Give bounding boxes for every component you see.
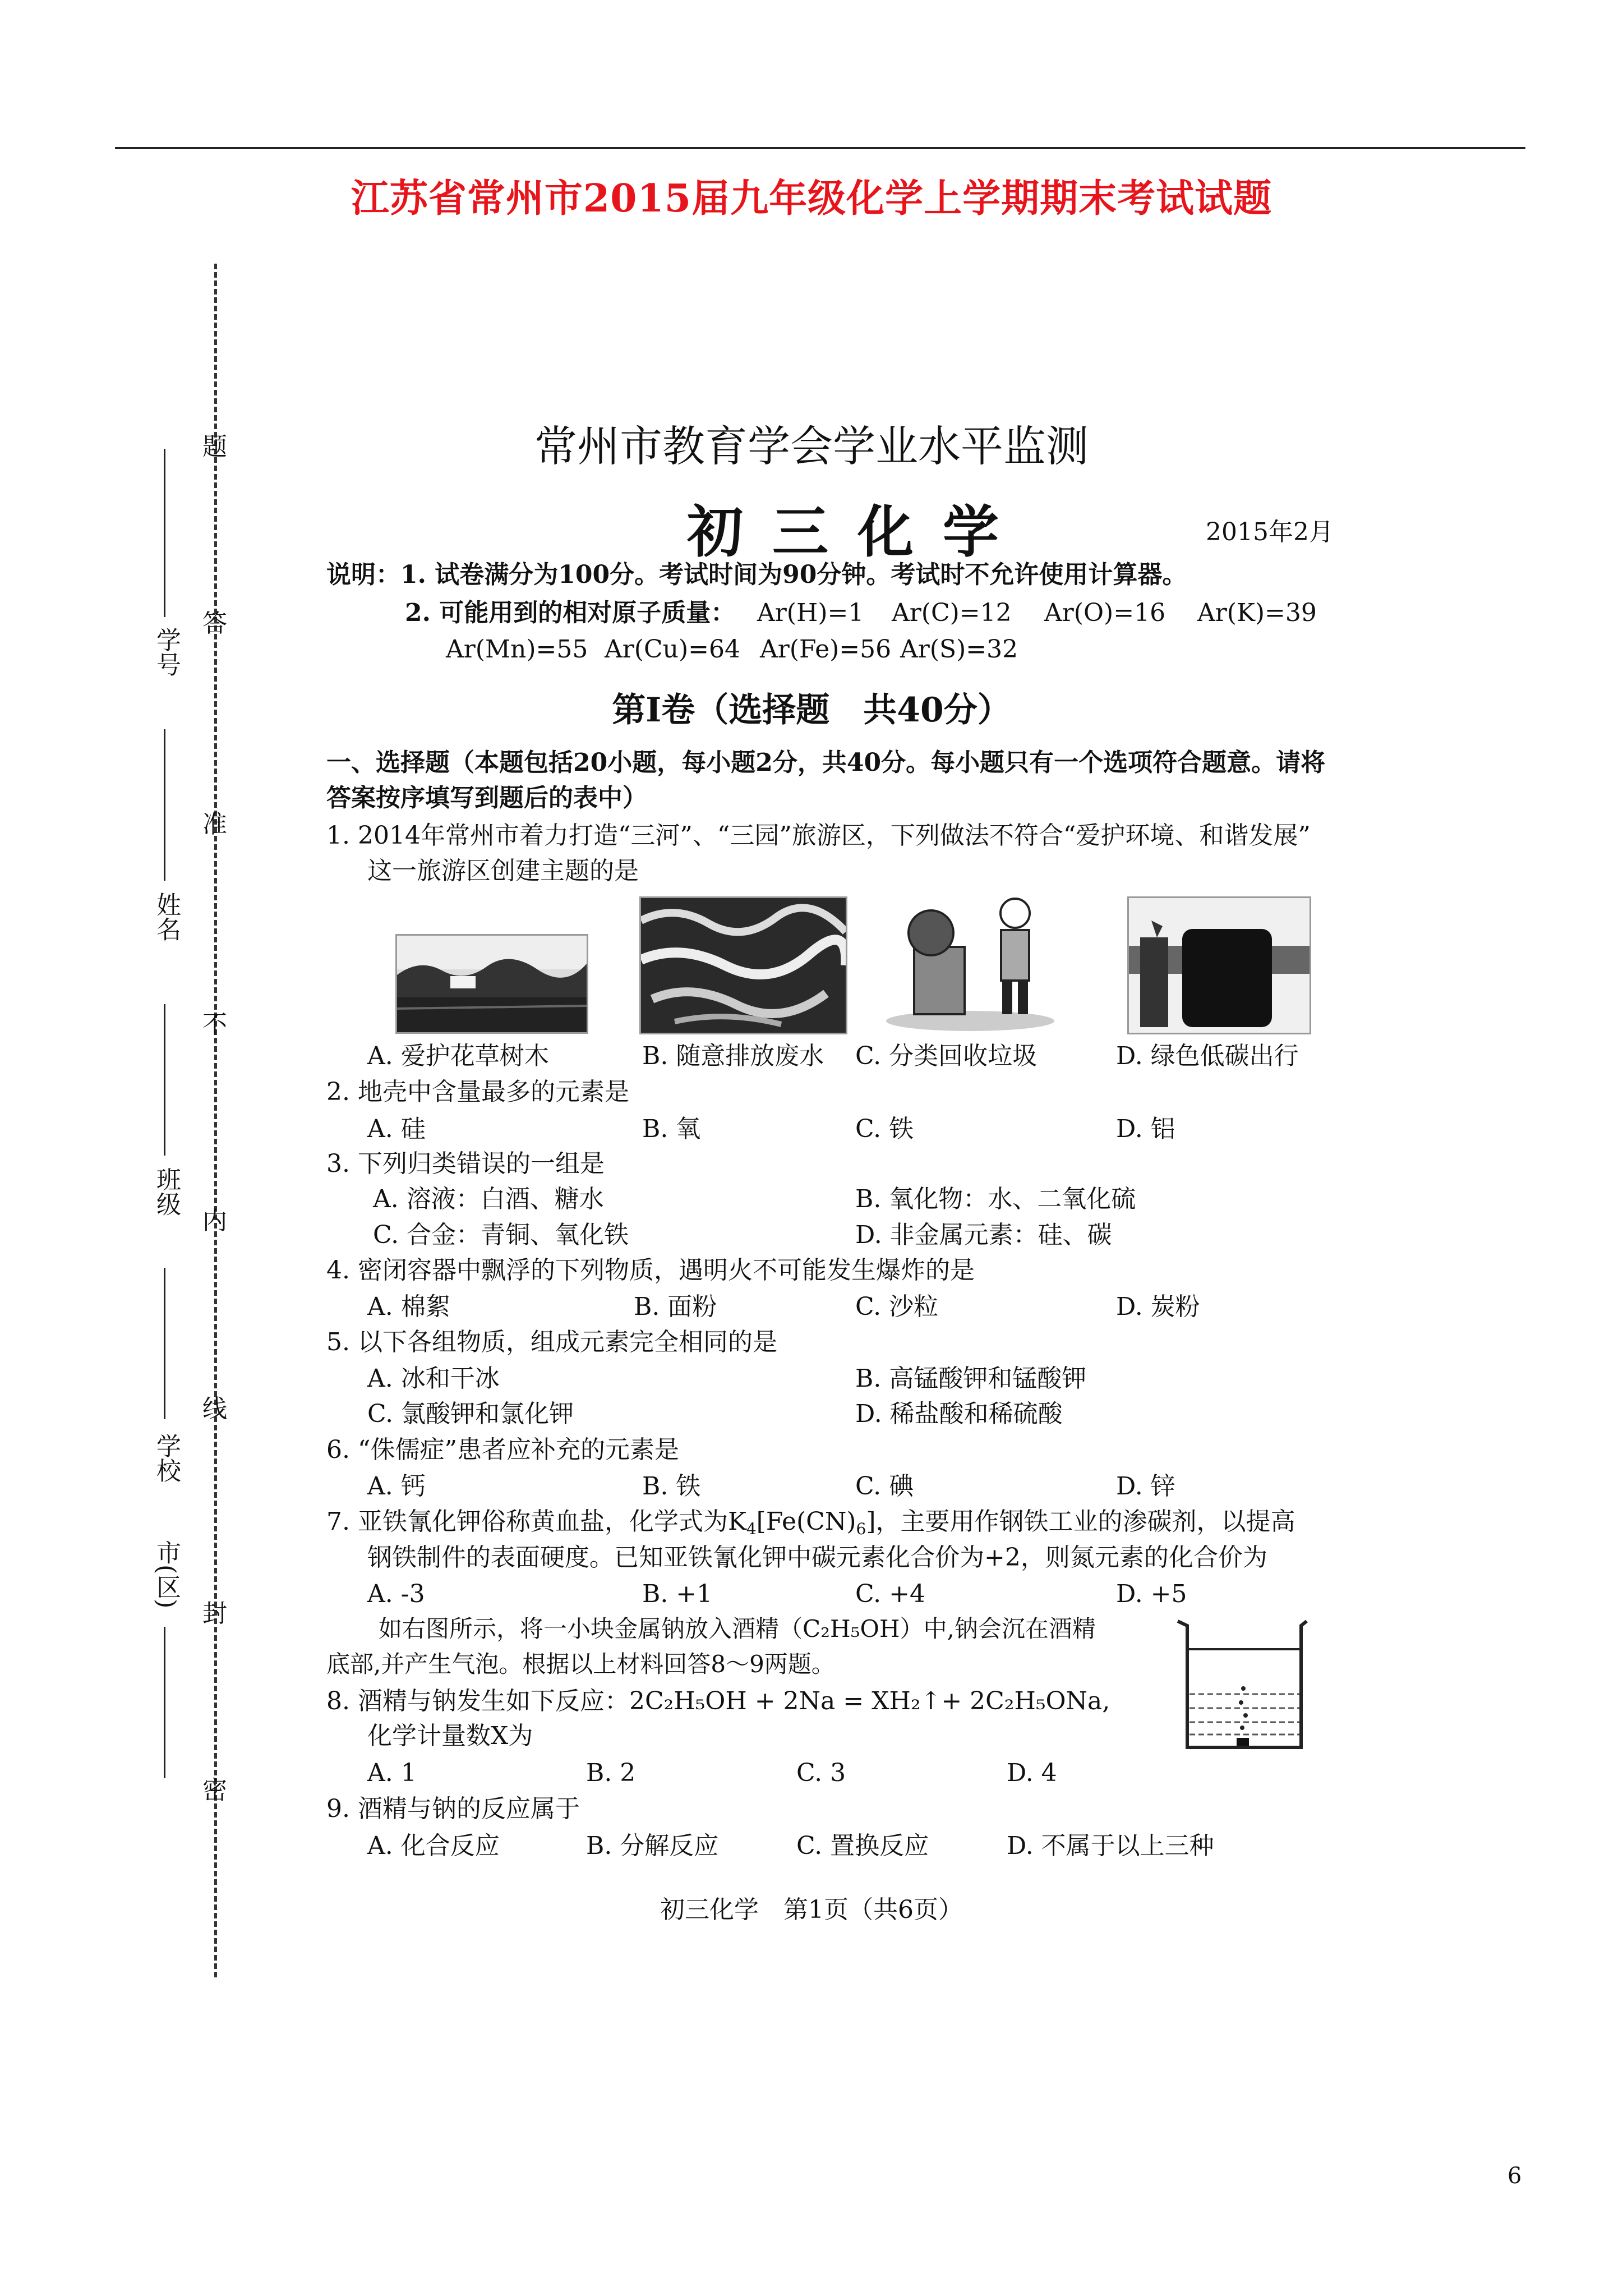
q8-option-b: B. 2 xyxy=(586,1759,636,1787)
q5-option-b: B. 高锰酸钾和锰酸钾 xyxy=(855,1364,1087,1393)
seal-dashed-line xyxy=(214,264,217,1977)
q4-stem: 4. 密闭容器中飘浮的下列物质，遇明火不可能发生爆炸的是 xyxy=(326,1256,975,1285)
instruction-line-1: 说明：1. 试卷满分为100分。考试时间为90分钟。考试时不允许使用计算器。 xyxy=(326,560,1187,589)
school-line[interactable] xyxy=(164,1268,165,1419)
q5-option-d: D. 稀盐酸和稀硫酸 xyxy=(855,1400,1063,1428)
q9-option-b: B. 分解反应 xyxy=(586,1832,719,1860)
q1-image-a xyxy=(395,934,588,1034)
class-label: 班级 xyxy=(152,1167,181,1216)
q9-stem: 9. 酒精与钠的反应属于 xyxy=(326,1795,580,1823)
q4-option-d: D. 炭粉 xyxy=(1116,1292,1200,1321)
seal-char-3: 准 xyxy=(202,810,227,839)
q7-option-a: A. -3 xyxy=(367,1580,425,1608)
q3-option-d: D. 非金属元素：硅、碳 xyxy=(855,1221,1112,1249)
mass-fe: Ar(Fe)=56 xyxy=(760,635,892,664)
school-label: 学校 xyxy=(152,1433,181,1483)
seal-char-1: 题 xyxy=(202,432,227,461)
q6-stem: 6. “侏儒症”患者应补充的元素是 xyxy=(326,1435,679,1464)
q9-option-c: C. 置换反应 xyxy=(796,1832,929,1860)
q8-option-a: A. 1 xyxy=(367,1759,417,1787)
q7-option-b: B. +1 xyxy=(642,1580,713,1608)
q5-option-a: A. 冰和干冰 xyxy=(367,1364,500,1393)
mass-k: Ar(K)=39 xyxy=(1197,599,1317,627)
q6-option-c: C. 碘 xyxy=(855,1472,914,1501)
q2-option-b: B. 氧 xyxy=(642,1115,701,1143)
q9-option-a: A. 化合反应 xyxy=(367,1832,500,1860)
q6-option-b: B. 铁 xyxy=(642,1472,701,1501)
top-rule xyxy=(115,147,1525,149)
q1-option-a: A. 爱护花草树木 xyxy=(367,1042,549,1070)
q6-option-d: D. 锌 xyxy=(1116,1472,1175,1501)
document-title: 江苏省常州市2015届九年级化学上学期期末考试试题 xyxy=(351,176,1272,221)
mass-c: Ar(C)=12 xyxy=(892,599,1012,627)
q7-option-c: C. +4 xyxy=(855,1580,925,1608)
mass-mn: Ar(Mn)=55 xyxy=(446,635,588,664)
q1-image-c xyxy=(883,891,1057,1034)
mass-cu: Ar(Cu)=64 xyxy=(605,635,740,664)
q4-option-a: A. 棉絮 xyxy=(367,1292,450,1321)
class-line[interactable] xyxy=(164,1004,165,1156)
district-label: 市(区) xyxy=(152,1540,181,1609)
q3-option-a: A. 溶液：白酒、糖水 xyxy=(373,1185,604,1213)
q1-stem-1: 1. 2014年常州市着力打造“三河”、“三园”旅游区，下列做法不符合“爱护环境、和谐发展” xyxy=(326,821,1311,850)
section-intro-1: 一、选择题（本题包括20小题，每小题2分，共40分。每小题只有一个选项符合题意。请将 xyxy=(326,748,1326,777)
section-intro-2: 答案按序填写到题后的表中） xyxy=(326,784,647,812)
q3-option-c: C. 合金：青铜、氧化铁 xyxy=(373,1221,629,1249)
student-id-line[interactable] xyxy=(164,449,165,617)
mass-o: Ar(O)=16 xyxy=(1044,599,1166,627)
student-id-label: 学号 xyxy=(152,627,181,677)
seal-char-4: 不 xyxy=(202,1010,227,1039)
q5-stem: 5. 以下各组物质，组成元素完全相同的是 xyxy=(326,1328,777,1356)
district-line[interactable] xyxy=(164,1627,165,1778)
q2-option-a: A. 硅 xyxy=(367,1115,426,1143)
q1-image-d xyxy=(1127,896,1311,1034)
q1-image-b xyxy=(639,896,847,1034)
q4-option-b: B. 面粉 xyxy=(634,1292,717,1321)
q1-option-d: D. 绿色低碳出行 xyxy=(1116,1042,1299,1070)
q2-option-c: C. 铁 xyxy=(855,1115,914,1143)
exam-date: 2015年2月 xyxy=(1206,518,1334,546)
mass-s: Ar(S)=32 xyxy=(900,635,1018,664)
q7-stem-1c: ]，主要用作钢铁工业的渗碳剂，以提高 xyxy=(866,1507,1295,1536)
q8-option-c: C. 3 xyxy=(796,1759,846,1787)
q1-option-c: C. 分类回收垃圾 xyxy=(855,1042,1038,1070)
seal-char-7: 封 xyxy=(202,1599,227,1628)
q8-option-d: D. 4 xyxy=(1007,1759,1057,1787)
q1-stem-2: 这一旅游区创建主题的是 xyxy=(367,857,639,885)
q9-option-d: D. 不属于以上三种 xyxy=(1007,1832,1214,1860)
q2-stem: 2. 地壳中含量最多的元素是 xyxy=(326,1078,629,1106)
organization-title: 常州市教育学会学业水平监测 xyxy=(534,421,1089,471)
q2-option-d: D. 铝 xyxy=(1116,1115,1175,1143)
page-number: 6 xyxy=(1507,2163,1522,2189)
q6-option-a: A. 钙 xyxy=(367,1472,426,1501)
q7-stem-1a: 7. 亚铁氰化钾俗称黄血盐，化学式为K xyxy=(326,1507,746,1536)
q3-stem: 3. 下列归类错误的一组是 xyxy=(326,1149,605,1178)
q7-sub-6: 6 xyxy=(856,1520,866,1538)
section-title: 第Ⅰ卷（选择题 共40分） xyxy=(612,691,1011,730)
q5-option-c: C. 氯酸钾和氯化钾 xyxy=(367,1400,574,1428)
q8-stem-1: 8. 酒精与钠发生如下反应：2C₂H₅OH + 2Na = XH₂↑+ 2C₂H₅ONa, xyxy=(326,1687,1110,1715)
q4-option-c: C. 沙粒 xyxy=(855,1292,939,1321)
passage-line-1: 如右图所示，将一小块金属钠放入酒精（C₂H₅OH）中,钠会沉在酒精 xyxy=(379,1615,1096,1642)
seal-char-6: 线 xyxy=(202,1395,227,1423)
seal-char-2: 答 xyxy=(202,609,227,638)
mass-h: Ar(H)=1 xyxy=(757,599,864,627)
q7-stem-1b: [Fe(CN) xyxy=(756,1507,856,1536)
q3-option-b: B. 氧化物：水、二氧化硫 xyxy=(855,1185,1136,1213)
seal-char-5: 内 xyxy=(202,1207,227,1235)
q1-option-b: B. 随意排放废水 xyxy=(642,1042,824,1070)
passage-line-2: 底部,并产生气泡。根据以上材料回答8～9两题。 xyxy=(326,1650,835,1678)
q7-stem-1 xyxy=(326,1508,1295,1538)
q7-stem-2: 钢铁制件的表面硬度。已知亚铁氰化钾中碳元素化合价为+2，则氮元素的化合价为 xyxy=(367,1543,1267,1572)
name-label: 姓名 xyxy=(152,892,181,941)
beaker-diagram xyxy=(1175,1616,1310,1756)
subject-title: 初三化学 xyxy=(687,499,1028,565)
seal-char-8: 密 xyxy=(202,1776,227,1805)
name-line[interactable] xyxy=(164,729,165,881)
q8-stem-2: 化学计量数X为 xyxy=(367,1722,533,1750)
page-footer: 初三化学 第1页（共6页） xyxy=(660,1895,963,1924)
instruction-line-2: 2. 可能用到的相对原子质量： xyxy=(405,599,736,627)
q7-sub-4: 4 xyxy=(746,1520,757,1538)
q7-option-d: D. +5 xyxy=(1116,1580,1187,1608)
